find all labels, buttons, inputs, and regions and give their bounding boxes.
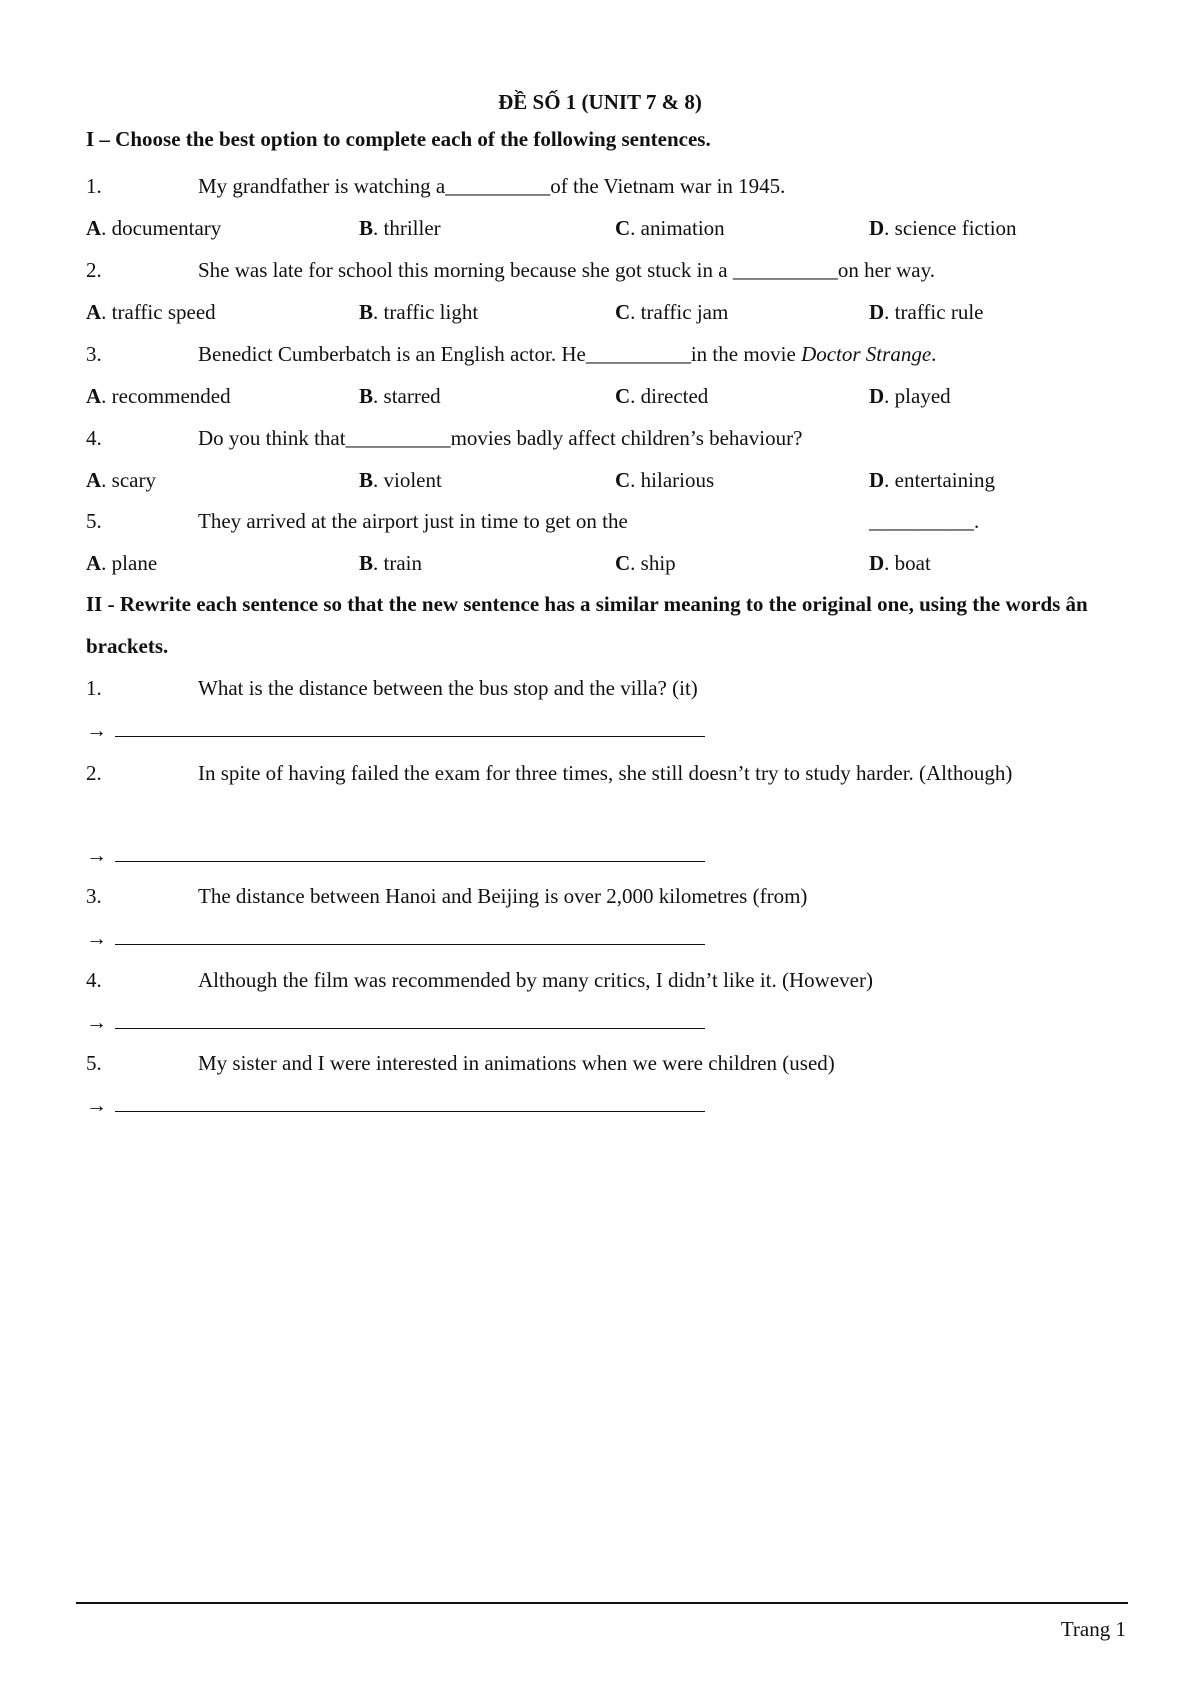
rewrite-item-3 [86,881,1126,911]
question-2-options [86,297,1126,327]
option-c: C. directed [615,384,709,408]
item-number: 3. [86,884,102,908]
question-2 [86,255,1126,285]
item-text: My sister and I were interested in animations when we were children (used) [198,1051,835,1075]
option-c: C. ship [615,551,676,575]
page-number: Trang 1 [1060,1617,1126,1641]
answer-line-4[interactable] [86,1007,705,1037]
option-a: A. documentary [86,216,222,240]
option-d: D. science fiction [869,216,1017,240]
option-a: A. scary [86,468,156,492]
answer-line-5[interactable] [86,1090,705,1120]
question-text: Do you think that__________movies badly affect children’s behaviour? [198,426,803,450]
question-number: 3. [86,342,102,366]
rewrite-item-1 [86,673,1126,703]
section-1-heading: I – Choose the best option to complete each of the following sentences. [86,127,711,151]
footer-divider [76,1602,1128,1604]
item-number: 1. [86,676,102,700]
question-4 [86,423,1126,453]
option-c: C. animation [615,216,725,240]
item-text: The distance between Hanoi and Beijing is over 2,000 kilometres (from) [198,884,808,908]
question-text: She was late for school this morning because she got stuck in a __________on her way. [198,258,935,282]
option-d: D. boat [869,551,931,575]
arrow-icon: → [86,1093,107,1117]
option-b: B. thriller [359,216,441,240]
rewrite-item-5 [86,1048,1126,1078]
item-number: 2. [86,761,102,785]
question-text: Benedict Cumberbatch is an English actor. He__________in the movie Doctor Strange. [198,342,937,366]
answer-blank: __________. [869,509,980,533]
answer-rule [115,1027,705,1029]
question-5 [86,506,1126,536]
question-text: My grandfather is watching a__________of the Vietnam war in 1945. [198,174,786,198]
option-d: D. played [869,384,951,408]
question-number: 4. [86,426,102,450]
option-b: B. starred [359,384,441,408]
answer-rule [115,943,705,945]
question-text: They arrived at the airport just in time to get on the [198,509,628,533]
answer-rule [115,1110,705,1112]
option-c: C. hilarious [615,468,715,492]
question-5-options [86,548,1126,578]
arrow-icon: → [86,926,107,950]
question-1 [86,171,1126,201]
arrow-icon: → [86,843,107,867]
option-b: B. train [359,551,422,575]
answer-rule [115,860,705,862]
item-text: Although the film was recommended by many critics, I didn’t like it. (However) [198,968,873,992]
item-number: 4. [86,968,102,992]
section-2-heading: II - Rewrite each sentence so that the new sentence has a similar meaning to the original one, using the words ân brackets. [86,592,1088,658]
item-number: 5. [86,1051,102,1075]
arrow-icon: → [86,1010,107,1034]
option-d: D. traffic rule [869,300,984,324]
option-a: A. recommended [86,384,231,408]
rewrite-item-2 [86,752,1126,794]
option-c: C. traffic jam [615,300,729,324]
page-title: ĐỀ SỐ 1 (UNIT 7 & 8) [498,90,702,114]
option-a: A. traffic speed [86,300,216,324]
option-b: B. violent [359,468,442,492]
question-number: 1. [86,174,102,198]
question-4-options [86,465,1126,495]
question-3-options [86,381,1126,411]
item-text: What is the distance between the bus stop and the villa? (it) [198,676,698,700]
question-3 [86,339,1126,369]
question-number: 2. [86,258,102,282]
option-a: A. plane [86,551,158,575]
answer-line-2[interactable] [86,840,705,870]
rewrite-item-4 [86,965,1126,995]
answer-rule [115,735,705,737]
option-d: D. entertaining [869,468,995,492]
answer-line-3[interactable] [86,923,705,953]
arrow-icon: → [86,718,107,742]
item-text: In spite of having failed the exam for three times, she still doesn’t try to study harder. (Although) [198,761,1013,785]
question-number: 5. [86,509,102,533]
question-1-options [86,213,1126,243]
answer-line-1[interactable] [86,715,705,745]
option-b: B. traffic light [359,300,479,324]
